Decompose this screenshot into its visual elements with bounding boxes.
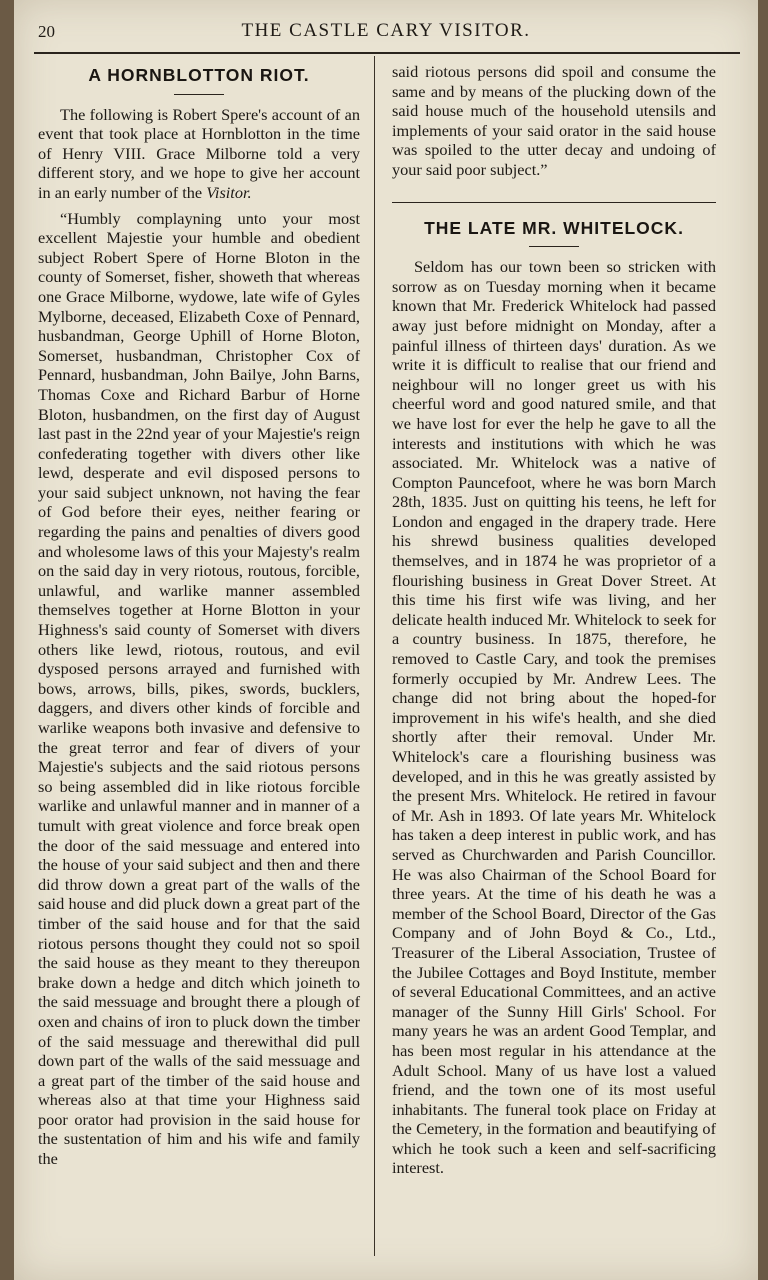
title-rule bbox=[529, 246, 579, 247]
journal-title: THE CASTLE CARY VISITOR. bbox=[241, 20, 531, 41]
article-separator-rule bbox=[392, 202, 716, 203]
petition-continuation: said riotous persons did spoil and consume the same and by means of the plucking down of the said house much of the household utensils and implements of your said orator in the said house was spoiled to the utter decay and undoing of your said poor subject.” bbox=[392, 62, 716, 179]
right-column bbox=[392, 62, 716, 1184]
running-head bbox=[14, 18, 758, 48]
article-title-hornblotton-riot: A HORNBLOTTON RIOT. bbox=[88, 65, 310, 85]
intro-paragraph bbox=[38, 105, 360, 203]
intro-italic-visitor: Visitor. bbox=[206, 182, 252, 202]
page-number: 20 bbox=[38, 22, 55, 41]
column-divider bbox=[374, 56, 375, 1256]
article-title-whitelock: THE LATE MR. WHITELOCK. bbox=[424, 217, 684, 238]
intro-text: The following is Robert Spere's account of an event that took place at Hornblotton in the time of Henry VIII. Grace Milborne told a very different story, and we hope to give her account in an early number of the bbox=[38, 104, 360, 202]
header-rule bbox=[34, 52, 740, 54]
left-column bbox=[38, 62, 360, 1175]
magazine-page bbox=[14, 0, 758, 1280]
obituary-paragraph: Seldom has our town been so stricken with sorrow as on Tuesday morning when it became known that Mr. Frederick Whitelock had passed away just before midnight on Monday, after a painful illness of thirteen days' duration. As we write it is difficult to realise that our friend and neighbour will no longer greet us with his cheerful word and good natured smile, and that we have lost for ever the help he gave to all the interests and institutions with which he was associated. Mr. Whitelock was a native of Compton Pauncefoot, where he was born March 28th, 1835. Just on quitting his teens, he left for London and engaged in the drapery trade. Here his shrewd business qualities developed themselves, and in 1874 he was proprietor of a flourishing business in Great Dover Street. At this time his first wife was living, and her delicate health induced Mr. Whitelock to seek for a country business. In 1875, therefore, he removed to Castle Cary, and took the premises formerly occupied by Mr. Andrew Lees. The change did not bring about the hoped-for improvement in his wife's health, and she died shortly after their removal. Under Mr. Whitelock's care a flourishing business was developed, and in this he was greatly assisted by the present Mrs. Whitelock. He retired in favour of Mr. Ash in 1893. Of late years Mr. Whitelock has taken a deep interest in public work, and has served as Churchwarden and Parish Councillor. He was also Chairman of the School Board for three years. At the time of his death he was a member of the School Board, Director of the Gas Company and of John Boyd & Co., Ltd., Treasurer of the Liberal Association, Trustee of the Jubilee Cottages and Boyd Institute, member of several Educational Committees, and an active manager of the Sunny Hill Girls' School. For many years he was an ardent Good Templar, and has been most regular in his attendance at the Adult School. Many of us have lost a valued friend, and the town one of its most useful inhabitants. The funeral took place on Friday at the Cemetery, in the formation and beautifying of which he took such a keen and self-sacrificing interest. bbox=[392, 257, 716, 1178]
petition-paragraph: “Humbly complayning unto your most excellent Majestie your humble and obedient subject Robert Spere of Horne Bloton in the county of Somerset, fisher, showeth that whereas one Grace Milborne, wydowe, late wife of Gyles Mylborne, deceased, Elizabeth Coxe of Pennard, husbandman, George Uphill of Horne Bloton, Somerset, husbandman, Christopher Cox of Pennard, husbandman, John Bailye, John Barns, Thomas Coxe and Richard Barbur of Horne Bloton, husbandmen, on the first day of August last past in the 22nd year of your Majestie's reign confederating together with divers other like lewd, desperate and evil disposed persons to your said subject unknown, not having the fear of God before their eyes, neither fearing or regarding the pains and penalties of divers good and wholesome laws of this your Majesty's realm on the said day in very riotous, routous, forcible, unlawful, and warlike manner assembled themselves together at Horne Blotton in your Highness's said county of Somerset with divers others like lewd, riotous, routous, and evil dysposed persons arrayed and furnished with bows, arrows, bills, pikes, swords, bucklers, daggers, and divers other kinds of forcible and warlike weapons both invasive and defensive to the great terror and fear of divers of your Majestie's subjects and the said riotous persons so being assembled did in like riotous forcible warlike and unlawful manner and in manner of a tumult with great violence and force break open the door of the said messuage and entered into the house of your said subject and then and there did throw down a great part of the walls of the said house and did pluck down a great part of the timber of the said house and for that the said riotous persons thought they could not so spoil the said house as they meant to they thereupon brake down a hedge and ditch which joineth to the said messuage and brought there a plough of oxen and chains of iron to pluck down the timber of the said messuage and therewithal did pull down part of the walls of the said messuage and a great part of the timber of the said house and whereas also at that time your Highness said poor orator had provision in the said house for the sustentation of him and his wife and family the bbox=[38, 208, 360, 1169]
title-rule bbox=[174, 94, 224, 95]
